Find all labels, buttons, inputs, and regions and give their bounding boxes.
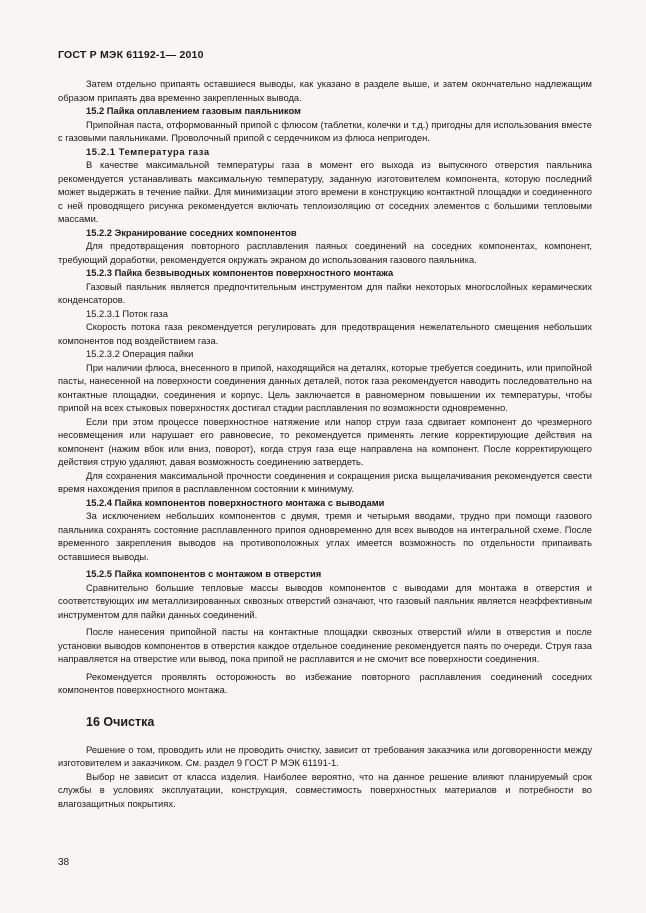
paragraph: Газовый паяльник является предпочтительным инструментом для пайки некоторых многослойных керамических конденсаторов. (58, 281, 592, 305)
clause-heading: 15.2.3.1 Поток газа (86, 308, 168, 319)
paragraph: Скорость потока газа рекомендуется регулировать для предотвращения нежелательного смещения небольших компонентов под воздействием газа. (58, 322, 592, 346)
chapter-heading: 16 Очистка (86, 714, 155, 729)
paragraph: После нанесения припойной пасты на контактные площадки сквозных отверстий и/или в отверстия и после установки выводов компонентов в отверстия каждое отдельное соединение рекомендуется паять по очереди. Струя газа направляется на отверстие или вывод, пока припой не расплавится и не смочит все поверхности соединения. (58, 627, 592, 664)
paragraph: В качестве максимальной температуры газа в момент его выхода из выпускного отверстия паяльника рекомендуется устанавливать максимальную температуру, заданную изготовителем компонента, которую последний может выдержать в течение пайки. Для минимизации этого времени в конструкцию контактной площадки и соединенного с ней проводящего рисунка рекомендуется включать теплоизоляцию от соседних элементов с большими тепловыми массами. (58, 160, 592, 224)
document-header: ГОСТ Р МЭК 61192-1— 2010 (58, 49, 204, 61)
paragraph: Сравнительно большие тепловые массы выводов компонентов с выводами для монтажа в отверстия и соответствующих им металлизированных сквозных отверстий означают, что газовый паяльник является неэффективным инструментом для пайки данных соединений. (58, 582, 592, 620)
page-number: 38 (58, 857, 70, 868)
page-body (58, 78, 592, 811)
paragraph: Затем отдельно припаять оставшиеся выводы, как указано в разделе выше, и затем окончательно надлежащим образом припаять два временно закрепленных вывода. (58, 79, 592, 103)
paragraph: За исключением небольших компонентов с двумя, тремя и четырьмя вводами, трудно при помощи газового паяльника сохранять состояние расплавленного припоя одновременно для всех выводов на интегральной схеме. После временного закрепления выводов на противоположных углах имеется возможность по отдельности припаивать оставшиеся выводы. (58, 511, 592, 562)
paragraph: Для сохранения максимальной прочности соединения и сокращения риска выщелачивания рекомендуется свести время нахождения припоя в расплавленном состоянии к минимуму. (58, 470, 592, 494)
paragraph: Решение о том, проводить или не проводить очистку, зависит от требования заказчика или договоренности между изготовителем и заказчиком. См. раздел 9 ГОСТ Р МЭК 61191-1. (58, 744, 592, 768)
subsection-heading: 15.2.4 Пайка компонентов поверхностного монтажа с выводами (86, 497, 385, 508)
subsection-heading: 15.2.5 Пайка компонентов с монтажом в отверстия (86, 569, 322, 579)
subsection-heading: 15.2.2 Экранирование соседних компонентов (86, 227, 297, 238)
paragraph: Рекомендуется проявлять осторожность во избежание повторного расплавления соединений соседних компонентов поверхностного монтажа. (58, 671, 592, 695)
clause-heading: 15.2.3.2 Операция пайки (86, 349, 194, 359)
paragraph: Для предотвращения повторного расплавления паяных соединений на соседних компонентах, компонент, требующий доработки, рекомендуется окружать экраном до использования газового паяльника. (58, 241, 592, 265)
paragraph: Припойная паста, отформованный припой с флюсом (таблетки, колечки и т.д.) пригодны для использования вместе с газовыми паяльниками. Проволочный припой с сердечником из флюса непригоден. (58, 119, 592, 143)
paragraph: Выбор не зависит от класса изделия. Наиболее вероятно, что на данное решение влияют планируемый срок службы в условиях эксплуатации, конструкция, совместимость поверхностных материалов и потребности во влагозащитных покрытиях. (58, 771, 592, 809)
section-heading: 15.2 Пайка оплавлением газовым паяльником (86, 106, 301, 116)
paragraph: Если при этом процессе поверхностное натяжение или напор струи газа сдвигает компонент до чрезмерного несовмещения или нарушает его равновесие, то рекомендуется применять легкие корректирующие действия на компонент (нажим вбок или вниз, поворот), когда струя газа еще направлена на компонент. После корректирующего действия струю удаляют, давая возможность соединению затвердеть. (58, 416, 592, 467)
subsection-heading: 15.2.1 Температура газа (86, 146, 210, 157)
subsection-heading: 15.2.3 Пайка безвыводных компонентов поверхностного монтажа (86, 268, 394, 278)
paragraph: При наличии флюса, внесенного в припой, находящийся на деталях, которые требуется соединить, или припойной пасты, нанесенной на поверхности соединения данных деталей, поток газа рекомендуется наводить последовательно на контактные площадки, соединения и корпус. Цель заключается в равномерном повышении их температуры, чтобы припой на всех стыковых поверхностях достигал стадии расплавления по возможности одновременно. (58, 362, 592, 413)
